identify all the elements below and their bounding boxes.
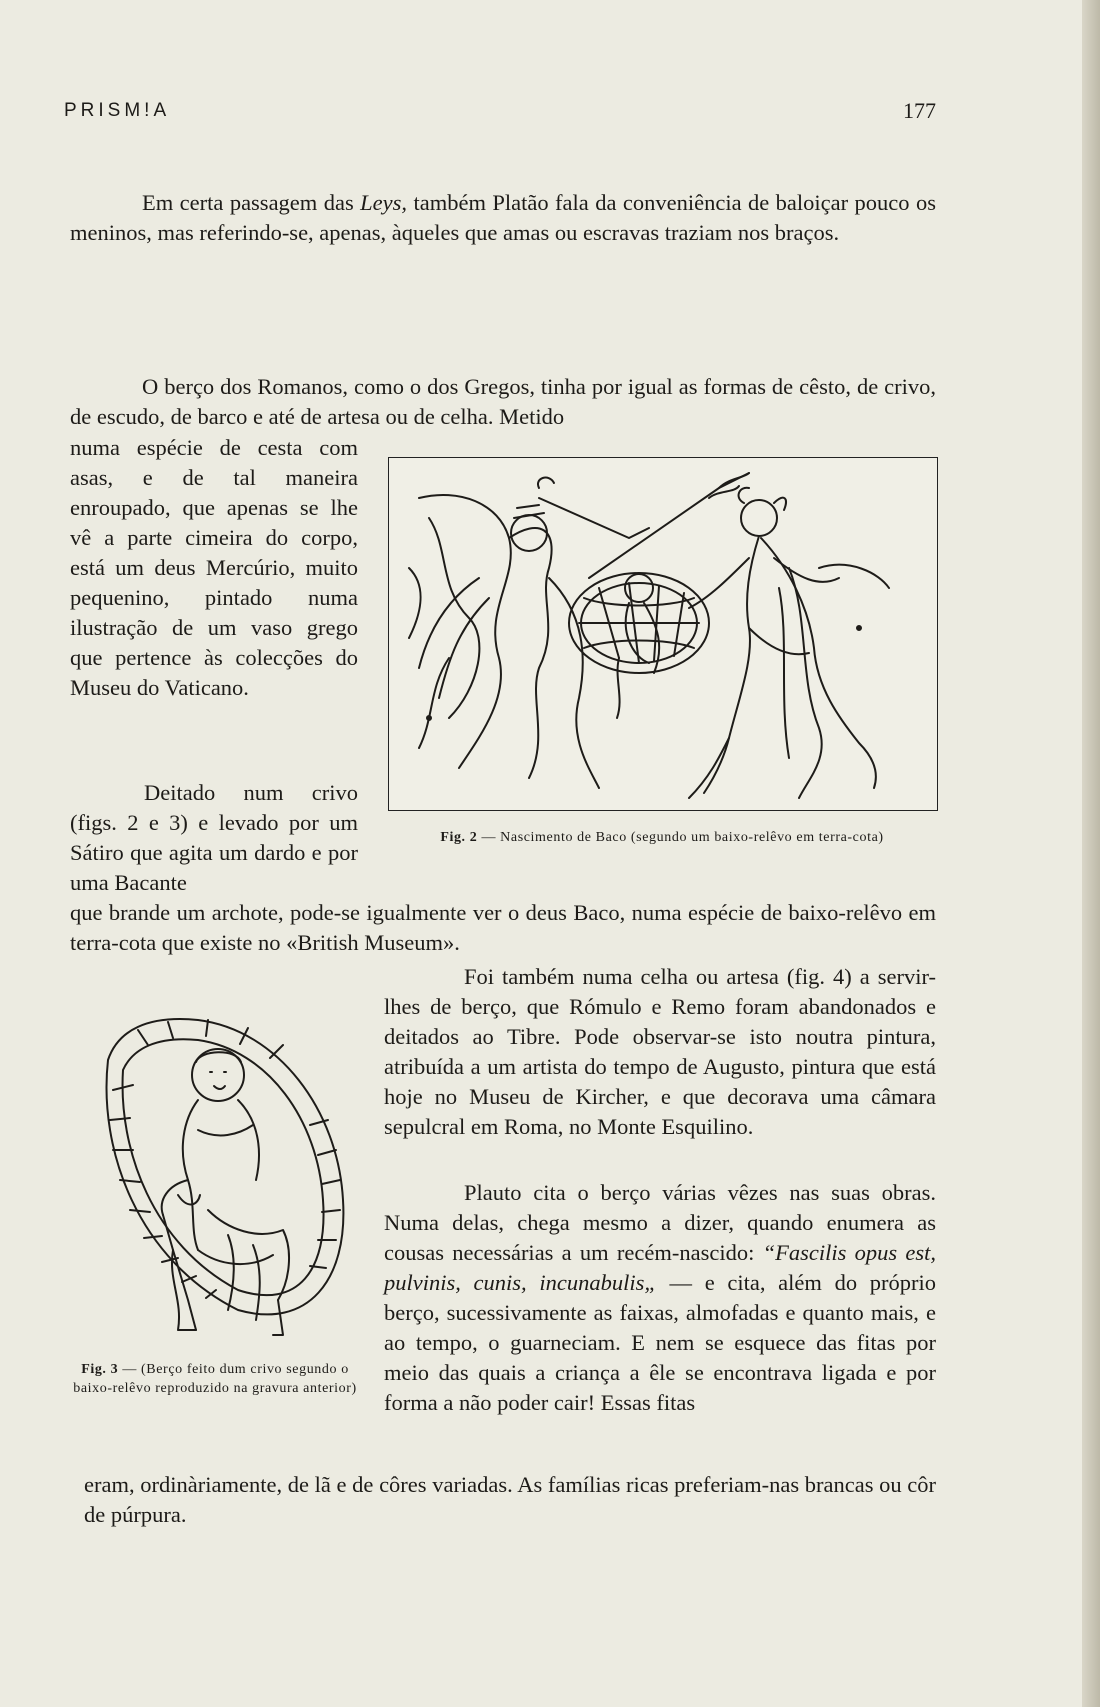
paragraph-romanos-continued: numa espécie de cesta com asas, e de tal maneira enroupado, que apenas se lhe vê a parte cimeira do corpo, está um deus Mercúrio, muito pequenino, pintado numa ilustração de um vaso grego que pertence às colecções do Museu do Vaticano. <box>70 435 358 700</box>
paragraph-romanos: O berço dos Romanos, como o dos Gregos, tinha por igual as formas de cêsto, de crivo, de escudo, de barco e até de artesa ou de celha. Metido <box>70 374 936 429</box>
figure-3-label: Fig. 3 <box>81 1362 119 1377</box>
paragraph-plauto-continued: eram, ordinàriamente, de lã e de côres variadas. As famílias ricas preferiam-nas brancas ou côr de púrpura. <box>84 1472 936 1527</box>
running-title: PRISM!A <box>64 100 171 121</box>
paragraph-plauto: Plauto cita o berço várias vêzes nas suas obras. Numa delas, chega mesmo a dizer, quando enumera as cousas necessárias a um recém-nascido: “Fascilis opus est, pulvinis, cunis, incunabulis„ — e cita, além do próprio berço, sucessivamente as faixas, almofadas e quanto mais, e ao tempo, o guarneciam. E nem se esquece das fitas por meio das quais a criança a êle se encontrava ligada e por forma a não poder cair! Essas fitas <box>384 1180 936 1415</box>
figure-3-caption <box>70 1360 360 1398</box>
italic-title-leys: Leys, <box>360 190 408 215</box>
paragraph-romulo-remo: Foi também numa celha ou artesa (fig. 4) a servir-lhes de berço, que Rómulo e Remo foram abandonados e deitados ao Tibre. Pode observar-se isto noutra pintura, atribuída a um artista do tempo de Augusto, pintura que está hoje no Museu de Kircher, e que decorava uma câmara sepulcral em Roma, no Monte Esquilino. <box>384 964 936 1139</box>
figure-3-caption-text: — (Berço feito dum crivo segundo o baixo-relêvo reproduzido na gravura anterior) <box>73 1362 357 1396</box>
page-number: 177 <box>903 98 936 123</box>
winnowing-basket-cradle-drawing <box>78 1000 360 1345</box>
paragraph-baco: Deitado num crivo (figs. 2 e 3) e levado por um Sátiro que agita um dardo e por uma Bacante <box>70 780 358 895</box>
figure-2-illustration <box>388 457 938 811</box>
figure-2-label: Fig. 2 <box>440 830 478 845</box>
page-binding-edge <box>1082 0 1100 1707</box>
paragraph-platao: Em certa passagem das Leys, também Platão fala da conveniência de baloiçar pouco os meninos, mas referindo-se, apenas, àqueles que amas ou escravas traziam nos braços. <box>70 190 936 245</box>
figure-3-illustration <box>78 1000 360 1345</box>
page-header <box>64 98 936 128</box>
figure-2-caption-text: — Nascimento de Baco (segundo um baixo-relêvo em terra-cota) <box>481 830 884 845</box>
paragraph-baco-continued: que brande um archote, pode-se igualmente ver o deus Baco, numa espécie de baixo-relêvo em terra-cota que existe no «British Museum». <box>70 900 936 955</box>
figure-2-caption <box>384 828 940 847</box>
bacchus-birth-relief-drawing <box>389 458 937 810</box>
italic-latin-quote: “Fascilis opus est, pulvinis, cunis, incunabulis„ <box>384 1240 936 1295</box>
